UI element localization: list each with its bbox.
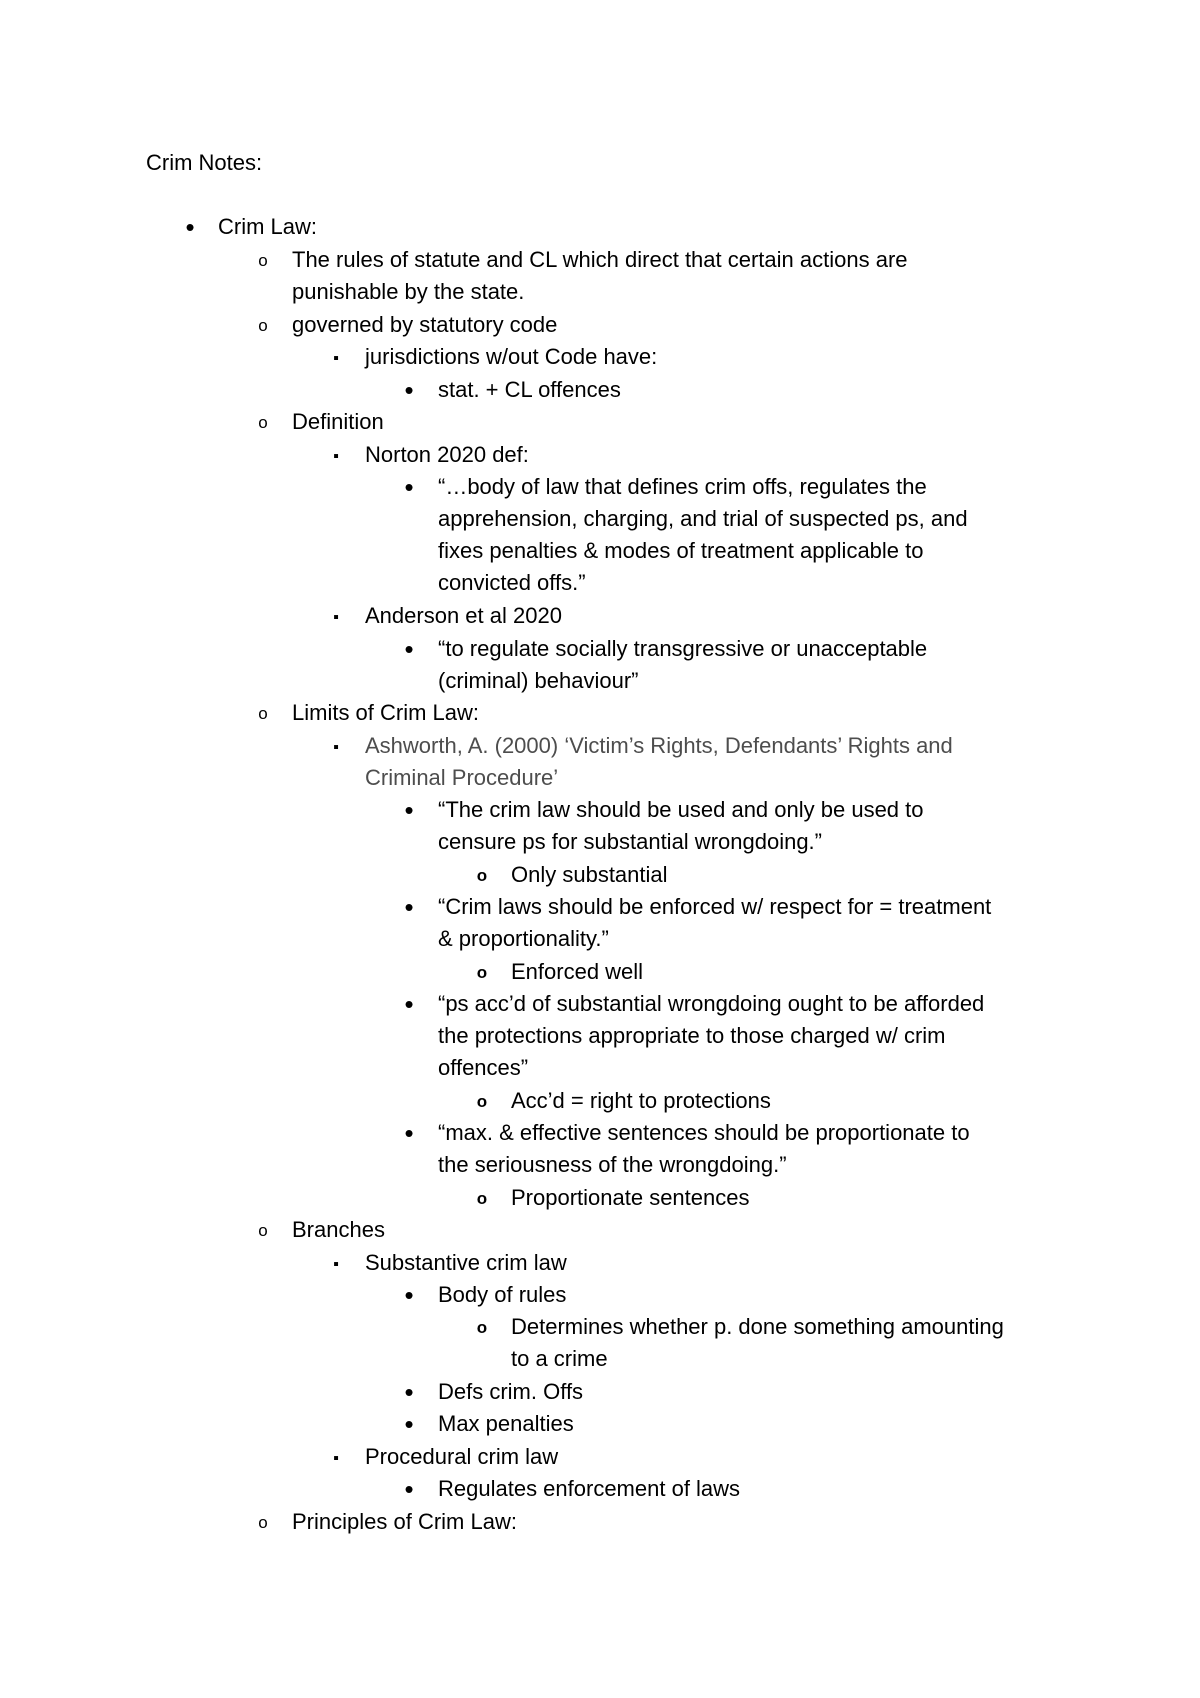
bullet-circle-icon [253, 309, 273, 342]
bullet-disc-icon [399, 1473, 419, 1508]
bullet-circle-icon [253, 697, 273, 730]
list-item: Definition [292, 409, 384, 434]
list-item: Proportionate sentences [511, 1185, 750, 1210]
page-title: Crim Notes: [146, 150, 263, 175]
bullet-disc-icon [399, 891, 419, 926]
bullet-disc-icon [399, 374, 419, 409]
list-item: “The crim law should be used and only be used to [438, 797, 924, 822]
bullet-disc-icon [399, 794, 419, 829]
list-item: “…body of law that defines crim offs, regulates the [438, 474, 927, 499]
list-item: Regulates enforcement of laws [438, 1476, 741, 1501]
list-item: “Crim laws should be enforced w/ respect for = treatment [438, 894, 992, 919]
list-item: the protections appropriate to those charged w/ crim [438, 1023, 946, 1048]
bullet-square-icon [326, 1441, 346, 1475]
list-item: apprehension, charging, and trial of suspected ps, and [438, 506, 968, 531]
bullet-disc-icon [399, 1279, 419, 1314]
list-item: Only substantial [511, 862, 668, 887]
list-item: Acc’d = right to protections [511, 1088, 771, 1113]
bullet-disc-icon [180, 211, 200, 246]
list-item: stat. + CL offences [438, 377, 621, 402]
list-item: punishable by the state. [292, 279, 525, 304]
bullet-square-icon [326, 439, 346, 473]
list-item: Norton 2020 def: [365, 442, 529, 467]
list-item: to a crime [511, 1346, 608, 1371]
bullet-square-icon [326, 341, 346, 375]
list-item: Substantive crim law [365, 1250, 567, 1275]
list-item: “ps acc’d of substantial wrongdoing ought to be afforded [438, 991, 985, 1016]
list-item: (criminal) behaviour” [438, 668, 639, 693]
list-item: Procedural crim law [365, 1444, 559, 1469]
list-item: Max penalties [438, 1411, 574, 1436]
list-item: convicted offs.” [438, 570, 586, 595]
bullet-square-icon [326, 1247, 346, 1281]
bullet-circle-icon [472, 1182, 492, 1215]
list-item: jurisdictions w/out Code have: [365, 344, 658, 369]
bullet-disc-icon [399, 471, 419, 506]
citation-text: Criminal Procedure’ [365, 765, 559, 790]
list-item: “to regulate socially transgressive or unacceptable [438, 636, 928, 661]
bullet-disc-icon [399, 1376, 419, 1411]
bullet-disc-icon [399, 988, 419, 1023]
bullet-disc-icon [399, 1408, 419, 1443]
bullet-circle-icon [253, 1506, 273, 1539]
list-item: Enforced well [511, 959, 644, 984]
bullet-disc-icon [399, 1117, 419, 1152]
list-item: Crim Law: [218, 214, 318, 239]
bullet-circle-icon [253, 1214, 273, 1247]
list-item: fixes penalties & modes of treatment applicable to [438, 538, 924, 563]
bullet-circle-icon [253, 244, 273, 277]
bullet-square-icon [326, 730, 346, 764]
list-item: Body of rules [438, 1282, 567, 1307]
bullet-circle-icon [472, 1085, 492, 1118]
list-item: Principles of Crim Law: [292, 1509, 517, 1534]
list-item: & proportionality.” [438, 926, 609, 951]
bullet-circle-icon [253, 406, 273, 439]
list-item: Defs crim. Offs [438, 1379, 584, 1404]
list-item: The rules of statute and CL which direct that certain actions are [292, 247, 908, 272]
citation-text: Ashworth, A. (2000) ‘Victim’s Rights, Defendants’ Rights and [365, 733, 953, 758]
list-item: censure ps for substantial wrongdoing.” [438, 829, 822, 854]
list-item: Anderson et al 2020 [365, 603, 562, 628]
list-item: governed by statutory code [292, 312, 558, 337]
list-item: the seriousness of the wrongdoing.” [438, 1152, 787, 1177]
list-item: Determines whether p. done something amounting [511, 1314, 1004, 1339]
bullet-disc-icon [399, 633, 419, 668]
bullet-circle-icon [472, 859, 492, 892]
bullet-circle-icon [472, 1311, 492, 1344]
list-item: “max. & effective sentences should be proportionate to [438, 1120, 970, 1145]
list-item: Limits of Crim Law: [292, 700, 480, 725]
list-item: Branches [292, 1217, 385, 1242]
bullet-circle-icon [472, 956, 492, 989]
bullet-square-icon [326, 600, 346, 634]
list-item: offences” [438, 1055, 529, 1080]
